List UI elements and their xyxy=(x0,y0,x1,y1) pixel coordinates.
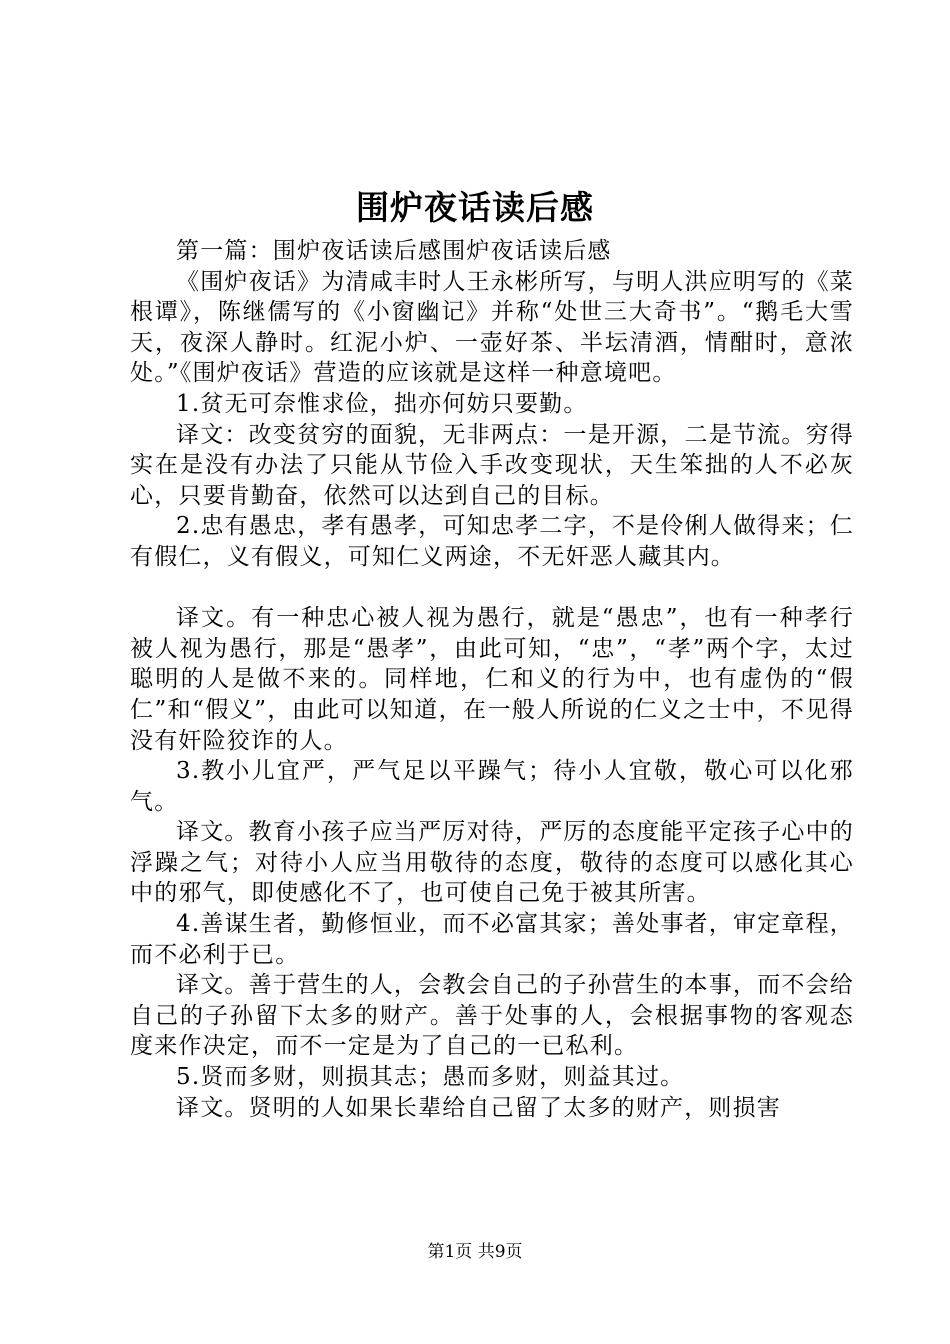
paragraph-intro: 《围炉夜话》为清咸丰时人王永彬所写，与明人洪应明写的《菜根谭》，陈继儒写的《小窗幽记》并称“处世三大奇书”。“鹅毛大雪天，夜深人静时。红泥小炉、一壶好茶、半坛清酒，情酣时，意浓处。”《围炉夜话》营造的应该就是这样一种意境吧。 xyxy=(130,268,854,387)
document-body xyxy=(130,236,854,1123)
page-footer: 第1页 共9页 xyxy=(427,1242,523,1262)
paragraph-quote-1: 1.贫无可奈惟求俭，拙亦何妨只要勤。 xyxy=(176,390,588,417)
paragraph-translation-1: 译文：改变贫穷的面貌，无非两点：一是开源，二是节流。穷得实在是没有办法了只能从节俭入手改变现状，天生笨拙的人不必灰心，只要肯勤奋，依然可以达到自己的目标。 xyxy=(130,421,854,509)
paragraph-translation-5: 译文。贤明的人如果长辈给自己留了太多的财产，则损害 xyxy=(176,1094,781,1121)
paragraph-quote-5: 5.贤而多财，则损其志；愚而多财，则益其过。 xyxy=(176,1064,685,1091)
paragraph-translation-4: 译文。善于营生的人，会教会自己的子孙营生的本事，而不会给自己的子孙留下太多的财产。善于处事的人，会根据事物的客观态度来作决定，而不一定是为了自己的一已私利。 xyxy=(130,972,854,1060)
paragraph-quote-2: 2.忠有愚忠，孝有愚孝，可知忠孝二字，不是伶俐人做得来；仁有假仁，义有假义，可知仁义两途，不无奸恶人藏其内。 xyxy=(130,513,854,570)
paragraph-translation-2: 译文。有一种忠心被人视为愚行，就是“愚忠”，也有一种孝行被人视为愚行，那是“愚孝”，由此可知，“忠”，“孝”两个字，太过聪明的人是做不来的。同样地，仁和义的行为中，也有虚伪的“假仁”和“假义”，由此可以知道，在一般人所说的仁义之士中，不见得没有奸险狡诈的人。 xyxy=(130,605,854,754)
paragraph-quote-3: 3.教小儿宜严，严气足以平躁气；待小人宜敬，敬心可以化邪气。 xyxy=(130,758,854,815)
document-title: 围炉夜话读后感 xyxy=(356,188,594,227)
paragraph-translation-3: 译文。教育小孩子应当严厉对待，严厉的态度能平定孩子心中的浮躁之气；对待小人应当用敬待的态度，敬待的态度可以感化其心中的邪气，即使感化不了，也可使自己免于被其所害。 xyxy=(130,819,854,907)
paragraph-quote-4: 4.善谋生者，勤修恒业，而不必富其家；善处事者，审定章程，而不必利于已。 xyxy=(130,911,854,968)
paragraph-part-heading: 第一篇：围炉夜话读后感围炉夜话读后感 xyxy=(176,238,612,264)
